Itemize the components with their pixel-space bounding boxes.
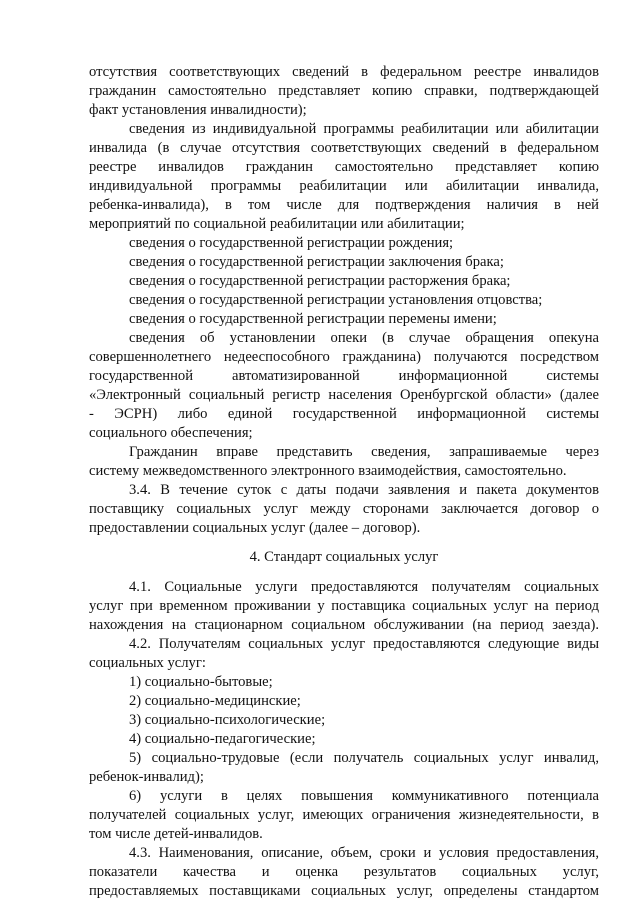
text-line: сведения о государственной регистрации рождения; bbox=[129, 235, 454, 251]
text-line: 4.1. Социальные услуги предоставляются получателям социальных bbox=[129, 579, 599, 595]
text-line: «Электронный социальный регистр населения Оренбургской области» (далее bbox=[89, 387, 599, 403]
text-line: отсутствия соответствующих сведений в федеральном реестре инвалидов bbox=[89, 64, 599, 80]
text-line: ребенка-инвалида), в том числе для подтверждения наличия в ней bbox=[89, 197, 599, 213]
text-line: услуг при временном проживании у поставщика социальных услуг на период bbox=[89, 598, 599, 614]
list-item: 1) социально-бытовые; bbox=[129, 674, 273, 690]
text-line: 3.4. В течение суток с даты подачи заявления и пакета документов bbox=[129, 482, 599, 498]
text-line: индивидуальной программы реабилитации или абилитации инвалида, bbox=[89, 178, 599, 194]
text-line: получателей социальных услуг, имеющих ограничения жизнедеятельности, в bbox=[89, 807, 599, 823]
text-line: факт установления инвалидности); bbox=[89, 102, 307, 118]
text-line: 4.3. Наименования, описание, объем, сроки и условия предоставления, bbox=[129, 845, 599, 861]
text-line: ребенок-инвалид); bbox=[89, 769, 204, 785]
list-item: 4) социально-педагогические; bbox=[129, 731, 316, 747]
text-line: сведения о государственной регистрации расторжения брака; bbox=[129, 273, 511, 289]
text-line: социальных услуг: bbox=[89, 655, 206, 671]
list-item: 6) услуги в целях повышения коммуникативного потенциала bbox=[129, 788, 599, 804]
list-item: 3) социально-психологические; bbox=[129, 712, 326, 728]
text-line: инвалида (в случае отсутствия соответствующих сведений в федеральном bbox=[89, 140, 599, 156]
text-line: совершеннолетнего недееспособного гражданина) получаются посредством bbox=[89, 349, 599, 365]
text-line: мероприятий по социальной реабилитации или абилитации; bbox=[89, 216, 465, 232]
text-line: показатели качества и оценка результатов социальных услуг, bbox=[89, 864, 599, 880]
text-line: Гражданин вправе представить сведения, запрашиваемые через bbox=[129, 444, 599, 460]
text-line: - ЭСРН) либо единой государственной информационной системы bbox=[89, 406, 599, 422]
text-line: предоставлении социальных услуг (далее – договор). bbox=[89, 520, 421, 536]
text-line: том числе детей-инвалидов. bbox=[89, 826, 263, 842]
text-line: сведения о государственной регистрации перемены имени; bbox=[129, 311, 497, 327]
text-line: поставщику социальных услуг между сторонами заключается договор о bbox=[89, 501, 599, 517]
list-item: 2) социально-медицинские; bbox=[129, 693, 301, 709]
text-line: сведения из индивидуальной программы реабилитации или абилитации bbox=[129, 121, 599, 137]
text-line: государственной автоматизированной информационной системы bbox=[89, 368, 599, 384]
text-line: нахождения на стационарном социальном обслуживании (на период заезда). bbox=[89, 617, 599, 633]
text-line: сведения о государственной регистрации заключения брака; bbox=[129, 254, 504, 270]
text-line: сведения об установлении опеки (в случае обращения опекуна bbox=[129, 330, 599, 346]
text-line: предоставляемых поставщиками социальных услуг, определены стандартом bbox=[89, 883, 599, 899]
text-line: 4.2. Получателям социальных услуг предоставляются следующие виды bbox=[129, 636, 599, 652]
text-line: социального обеспечения; bbox=[89, 425, 253, 441]
list-item: 5) социально-трудовые (если получатель социальных услуг инвалид, bbox=[129, 750, 599, 766]
section-heading: 4. Стандарт социальных услуг bbox=[249, 549, 439, 565]
text-line: сведения о государственной регистрации установления отцовства; bbox=[129, 292, 543, 308]
text-line: гражданин самостоятельно представляет копию справки, подтверждающей bbox=[89, 83, 599, 99]
text-line: реестре инвалидов гражданин самостоятельно представляет копию bbox=[89, 159, 599, 175]
text-line: систему межведомственного электронного взаимодействия, самостоятельно. bbox=[89, 463, 567, 479]
